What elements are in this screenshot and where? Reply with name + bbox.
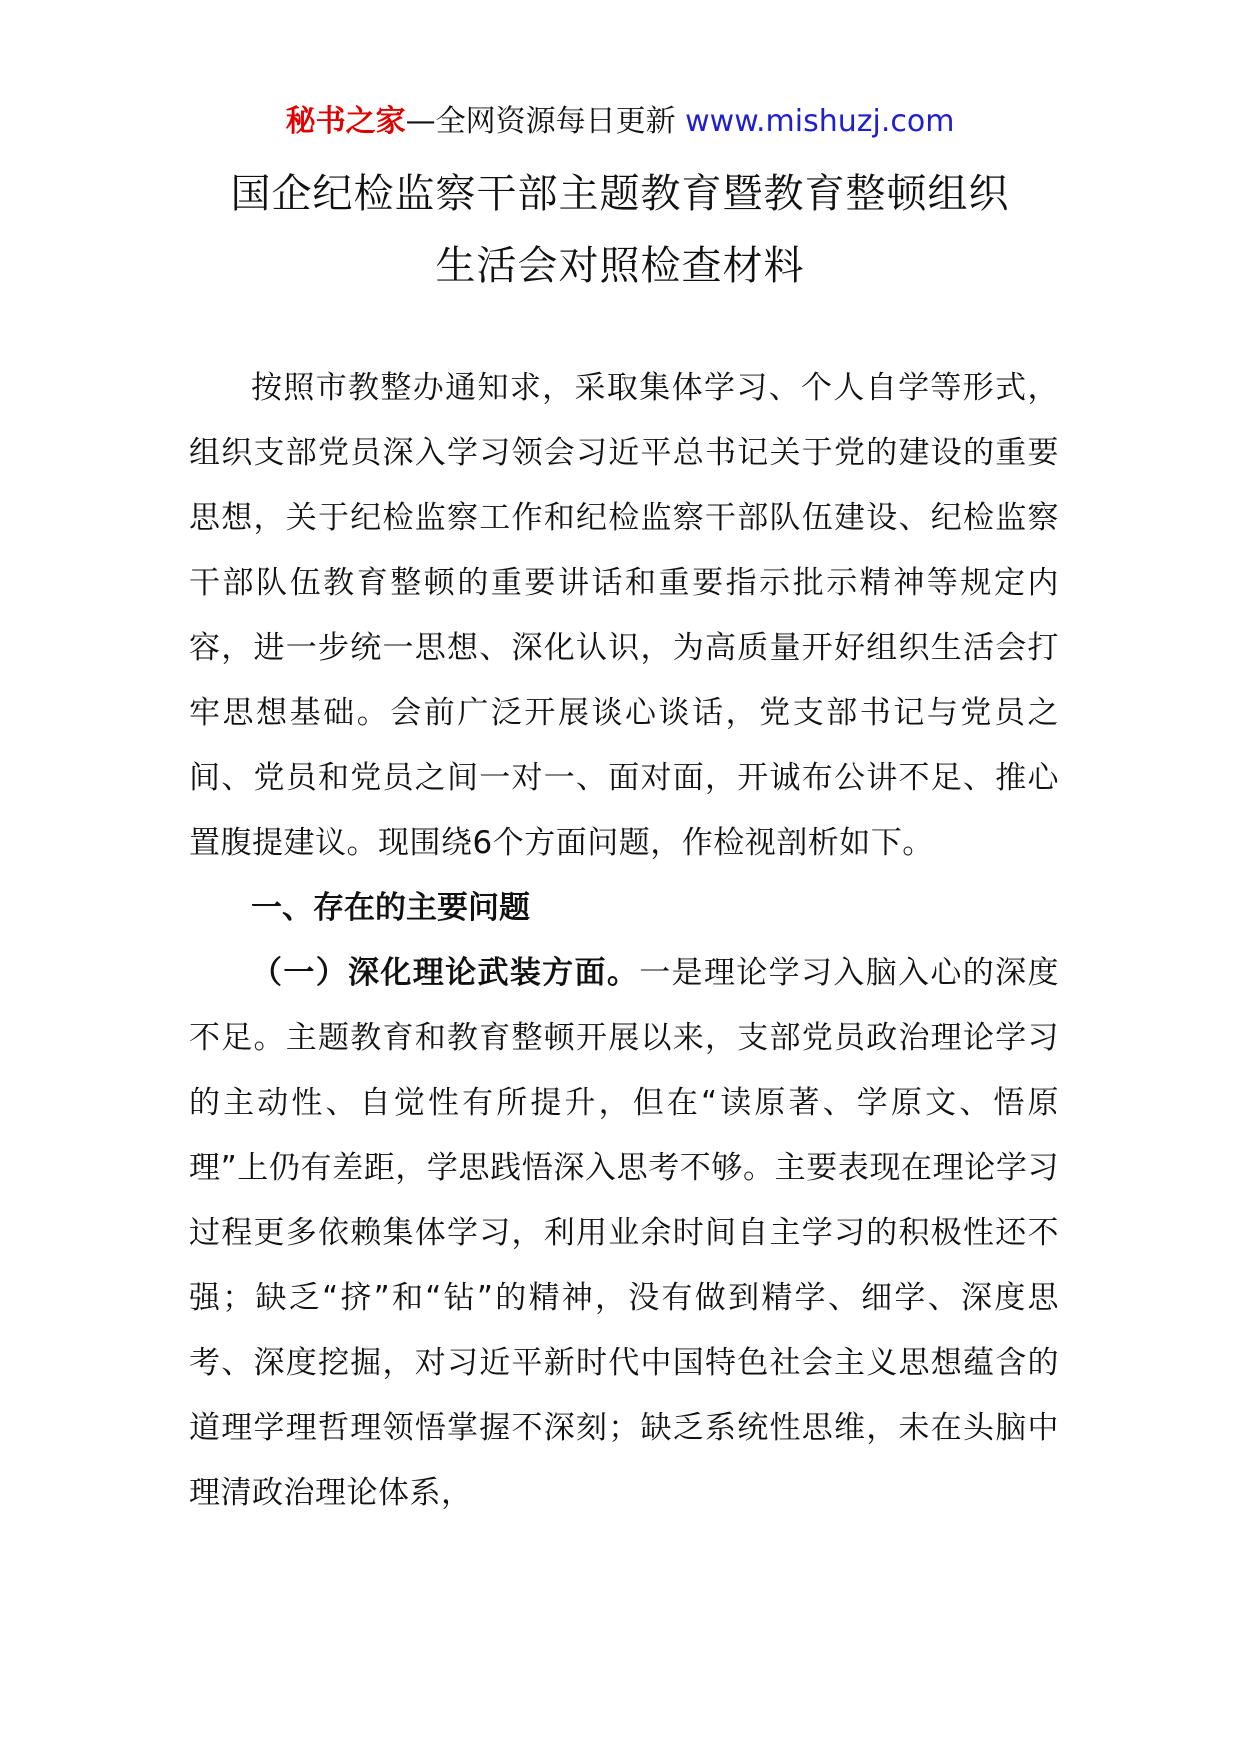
- subsection-lead: （一）深化理论武装方面。: [251, 955, 640, 991]
- subsection-paragraph: [189, 941, 1059, 1526]
- subsection-text: 一是理论学习入脑入心的深度不足。主题教育和教育整顿开展以来，支部党员政治理论学习的主动性、自觉性有所提升，但在“读原著、学原文、悟原理”上仍有差距，学思践悟深入思考不够。主要表现在理论学习过程更多依赖集体学习，利用业余时间自主学习的积极性还不强；缺乏“挤”和“钻”的精神，没有做到精学、细学、深度思考、深度挖掘，对习近平新时代中国特色社会主义思想蕴含的道理学理哲理领悟掌握不深刻；缺乏系统性思维，未在头脑中理清政治理论体系，: [189, 955, 1059, 1511]
- site-url-link[interactable]: www.mishuzj.com: [685, 104, 955, 139]
- site-header: [0, 100, 1240, 144]
- title-line-1: 国企纪检监察干部主题教育暨教育整顿组织: [230, 171, 1010, 217]
- document-body: [189, 356, 1059, 1526]
- header-tagline: —全网资源每日更新: [405, 104, 676, 139]
- brand-name: 秘书之家: [285, 104, 406, 139]
- intro-paragraph: 按照市教整办通知求，采取集体学习、个人自学等形式，组织支部党员深入学习领会习近平总书记关于党的建设的重要思想，关于纪检监察工作和纪检监察干部队伍建设、纪检监察干部队伍教育整顿的重要讲话和重要指示批示精神等规定内容，进一步统一思想、深化认识，为高质量开好组织生活会打牢思想基础。会前广泛开展谈心谈话，党支部书记与党员之间、党员和党员之间一对一、面对面，开诚布公讲不足、推心置腹提建议。现围绕6个方面问题，作检视剖析如下。: [189, 370, 1059, 861]
- title-line-2: 生活会对照检查材料: [435, 243, 805, 289]
- section-heading: 一、存在的主要问题: [251, 890, 530, 926]
- document-title: [0, 158, 1240, 302]
